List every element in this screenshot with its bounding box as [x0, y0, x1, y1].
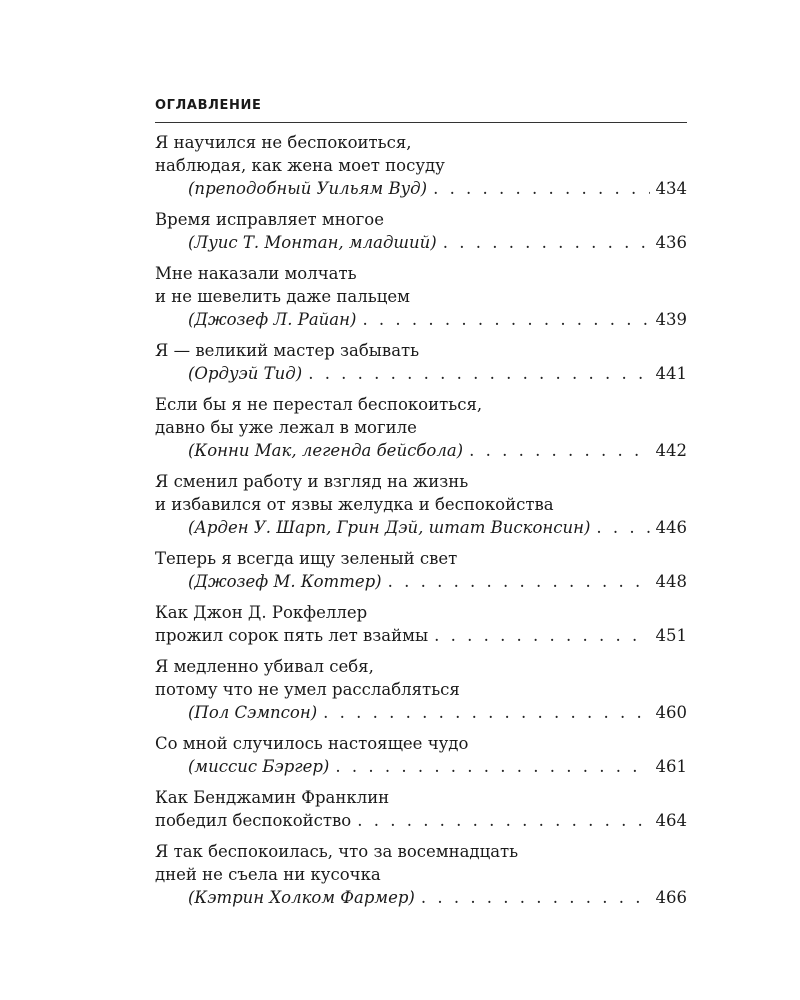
toc-entry-final-row	[155, 701, 687, 724]
page-header: ОГЛАВЛЕНИЕ	[155, 98, 262, 113]
toc-entry-final-row	[155, 231, 687, 254]
toc-entry[interactable]	[155, 655, 687, 724]
toc-entry-author: (Луис Т. Монтан, младший)	[188, 233, 437, 252]
table-of-contents	[155, 131, 687, 917]
toc-page-number: 464	[655, 811, 687, 830]
toc-entry-author: (Ордуэй Тид)	[188, 364, 303, 383]
toc-entry-final-row	[155, 516, 687, 539]
toc-entry[interactable]	[155, 601, 687, 647]
toc-page-number: 446	[655, 518, 687, 537]
toc-entry-title-line: наблюдая, как жена моет посуду	[155, 156, 445, 175]
toc-entry-final-row	[155, 755, 687, 778]
toc-entry-author: (миссис Бэргер)	[188, 757, 330, 776]
toc-entry-author: (Кэтрин Холком Фармер)	[188, 888, 415, 907]
dot-leader	[388, 570, 650, 593]
toc-entry-title-line: Со мной случилось настоящее чудо	[155, 734, 469, 753]
toc-page-number: 448	[655, 572, 687, 591]
toc-entry-title-line: Теперь я всегда ищу зеленый свет	[155, 549, 458, 568]
toc-entry-title-line: прожил сорок пять лет взаймы	[155, 626, 429, 645]
toc-entry-final-row	[155, 439, 687, 462]
dot-leader	[323, 701, 649, 724]
toc-entry-author: (Конни Мак, легенда бейсбола)	[188, 441, 464, 460]
dot-leader	[362, 308, 649, 331]
toc-page-number: 466	[655, 888, 687, 907]
toc-page-number: 434	[655, 179, 687, 198]
toc-page-number: 460	[655, 703, 687, 722]
toc-entry-title-line: давно бы уже лежал в могиле	[155, 418, 417, 437]
toc-entry-title-line: Как Бенджамин Франклин	[155, 788, 390, 807]
toc-entry[interactable]	[155, 208, 687, 254]
toc-entry[interactable]	[155, 786, 687, 832]
toc-entry-title-line: Время исправляет многое	[155, 210, 385, 229]
toc-entry-final-row	[155, 308, 687, 331]
toc-entry-title-line: Я научился не беспокоиться,	[155, 133, 412, 152]
dot-leader	[469, 439, 649, 462]
toc-entry-title-line: Как Джон Д. Рокфеллер	[155, 603, 368, 622]
toc-entry-title-line: и избавился от язвы желудка и беспокойства	[155, 495, 554, 514]
toc-entry-title-line: Мне наказали молчать	[155, 264, 357, 283]
toc-entry-author: (преподобный Уильям Вуд)	[188, 179, 428, 198]
toc-entry[interactable]	[155, 262, 687, 331]
toc-page-number: 439	[655, 310, 687, 329]
toc-entry-final-row	[155, 570, 687, 593]
toc-entry[interactable]	[155, 547, 687, 593]
toc-entry-author: (Джозеф Л. Райан)	[188, 310, 357, 329]
dot-leader	[421, 886, 650, 909]
toc-entry[interactable]	[155, 470, 687, 539]
toc-entry-title-line: Я медленно убивал себя,	[155, 657, 374, 676]
toc-entry-final-row	[155, 809, 687, 832]
toc-entry-author: (Арден У. Шарп, Грин Дэй, штат Висконсин)	[188, 518, 591, 537]
dot-leader	[434, 624, 649, 647]
toc-entry-title-line: победил беспокойство	[155, 811, 352, 830]
toc-entry[interactable]	[155, 339, 687, 385]
toc-page-number: 441	[655, 364, 687, 383]
toc-entry-title-line: и не шевелить даже пальцем	[155, 287, 410, 306]
dot-leader	[433, 177, 649, 200]
toc-entry[interactable]	[155, 393, 687, 462]
dot-leader	[335, 755, 649, 778]
toc-entry-title-line: Я так беспокоилась, что за восемнадцать	[155, 842, 519, 861]
dot-leader	[308, 362, 649, 385]
toc-page-number: 436	[655, 233, 687, 252]
toc-entry-title-line: Я — великий мастер забывать	[155, 341, 420, 360]
dot-leader	[357, 809, 649, 832]
toc-page-number: 451	[655, 626, 687, 645]
toc-entry[interactable]	[155, 840, 687, 909]
toc-entry-final-row	[155, 177, 687, 200]
toc-entry-title-line: Я сменил работу и взгляд на жизнь	[155, 472, 469, 491]
toc-entry-final-row	[155, 886, 687, 909]
header-rule	[155, 122, 687, 123]
toc-entry-final-row	[155, 362, 687, 385]
toc-entry[interactable]	[155, 131, 687, 200]
toc-entry-author: (Джозеф М. Коттер)	[188, 572, 382, 591]
toc-entry-title-line: Если бы я не перестал беспокоиться,	[155, 395, 483, 414]
toc-entry-title-line: дней не съела ни кусочка	[155, 865, 381, 884]
toc-page-number: 442	[655, 441, 687, 460]
toc-entry[interactable]	[155, 732, 687, 778]
toc-entry-title-line: потому что не умел расслабляться	[155, 680, 460, 699]
toc-page-number: 461	[655, 757, 687, 776]
dot-leader	[443, 231, 650, 254]
toc-entry-final-row	[155, 624, 687, 647]
toc-entry-author: (Пол Сэмпсон)	[188, 703, 318, 722]
dot-leader	[596, 516, 649, 539]
